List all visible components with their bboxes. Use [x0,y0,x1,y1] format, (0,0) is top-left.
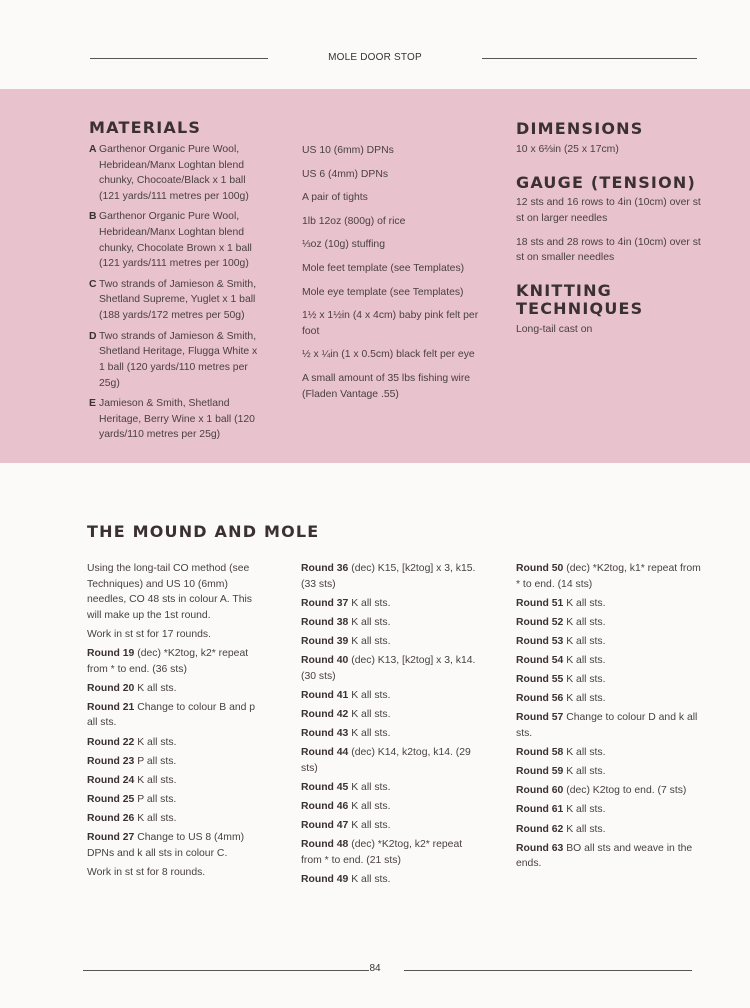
instruction-text: Work in st st for 17 rounds. [87,628,211,640]
yarn-item [89,396,264,443]
round-label: Round 25 [87,793,135,805]
instruction-text: K all sts. [563,823,606,835]
round-label: Round 60 [516,785,564,797]
round-label: Round 26 [87,813,135,825]
instruction-text: K all sts. [134,682,177,694]
page-footer [0,963,750,979]
instruction-text: (dec) *K2tog, k2* repeat from * to end. (21 sts) [301,839,463,866]
instruction-text: K all sts. [563,674,606,686]
page-header [0,52,750,66]
yarn-text: Garthenor Organic Pure Wool, Hebridean/Manx Loghtan blend chunky, Chocoate/Black x 1 ball (121 yards/111 metres per 100g) [99,144,249,202]
running-title: MOLE DOOR STOP [328,52,422,63]
instruction-text: K all sts. [134,813,177,825]
instruction [301,837,481,868]
pattern-column-1 [87,561,265,884]
round-label: Round 42 [301,708,349,720]
pattern-column-3 [516,561,701,875]
round-label: Round 56 [516,693,564,705]
instruction-text: K all sts. [348,689,391,701]
instruction-text: (dec) *K2tog, k1* repeat from * to end. (14 sts) [516,563,701,590]
instruction [87,681,265,697]
techniques-heading: KNITTING TECHNIQUES [516,280,644,318]
round-label: Round 44 [301,747,349,759]
material-item: US 10 (6mm) DPNs [302,145,394,156]
instruction-text: K all sts. [563,616,606,628]
round-label: Round 45 [301,781,349,793]
gauge-heading: GAUGE (TENSION) [516,172,696,192]
yarn-list [89,142,264,448]
dimensions-text: 10 x 6⅔in (25 x 17cm) [516,143,619,155]
round-label: Round 59 [516,766,564,778]
instruction [87,561,265,623]
instruction-text: K all sts. [563,635,606,647]
instruction [516,653,701,669]
material-item: US 6 (4mm) DPNs [302,168,389,180]
dimensions-heading: DIMENSIONS [516,119,644,138]
instruction [301,745,481,776]
instruction-text: Using the long-tail CO method (see Techniques) and US 10 (6mm) needles, CO 48 sts in colour A. This will make up the 1st round. [87,563,252,621]
instruction-text: K all sts. [348,800,391,812]
instruction [301,615,481,631]
round-label: Round 57 [516,712,564,724]
gauge-line: 18 sts and 28 rows to 4in (10cm) over st st on smaller needles [516,236,701,264]
material-item: 1½ x 1½in (4 x 4cm) baby pink felt per foot [302,310,479,337]
instruction-text: K all sts. [134,736,177,748]
material-item: 1lb 12oz (800g) of rice [302,215,406,227]
instruction [516,672,701,688]
yarn-letter: B [89,211,97,223]
instruction [516,691,701,707]
round-label: Round 27 [87,832,135,844]
yarn-text: Garthenor Organic Pure Wool, Hebridean/Manx Loghtan blend chunky, Chocolate Brown x 1 ball (121 yards/111 metres per 100g) [99,211,252,270]
header-rule-right [482,58,697,59]
instruction-text: (dec) K2tog to end. (7 sts) [563,785,687,797]
round-label: Round 51 [516,597,564,609]
yarn-item [89,142,264,204]
instruction-text: K all sts. [348,727,391,739]
instruction-text: (dec) K14, k2tog, k14. (29 sts) [301,747,471,774]
instruction [301,634,481,650]
yarn-letter: E [89,398,96,410]
yarn-item [89,329,264,391]
materials-heading: MATERIALS [89,118,202,137]
instruction [301,688,481,704]
yarn-item [89,209,264,271]
round-label: Round 37 [301,597,349,609]
instruction-text: (dec) K13, [k2tog] x 3, k14. (30 sts) [301,655,476,682]
round-label: Round 22 [87,736,135,748]
instruction-text: K all sts. [134,774,177,786]
round-label: Round 53 [516,635,564,647]
instruction [516,634,701,650]
round-label: Round 39 [301,635,349,647]
material-item: A pair of tights [302,192,368,204]
round-label: Round 41 [301,689,349,701]
round-label: Round 38 [301,616,349,628]
instruction [301,799,481,815]
instruction [301,726,481,742]
round-label: Round 40 [301,655,349,667]
instruction [87,700,265,731]
other-materials-list [302,143,482,410]
yarn-letter: A [89,144,97,155]
instruction-text: K all sts. [563,747,606,759]
yarn-text: Jamieson & Smith, Shetland Heritage, Berry Wine x 1 ball (120 yards/110 metres per 25g) [99,398,255,441]
pattern-column-2 [301,561,481,891]
material-item: A small amount of 35 lbs fishing wire (Fladen Vantage .55) [302,373,471,400]
round-label: Round 48 [301,839,349,851]
instruction [87,811,265,827]
round-label: Round 61 [516,804,564,816]
round-label: Round 23 [87,755,135,767]
footer-rule-right [404,970,692,971]
yarn-item [89,277,264,324]
pattern-heading: THE MOUND AND MOLE [87,522,320,541]
round-label: Round 54 [516,655,564,667]
material-item: ½ x ¼in (1 x 0.5cm) black felt per eye [302,349,475,361]
round-label: Round 63 [516,842,564,854]
instruction [516,841,701,872]
instruction-text: BO all sts and weave in the ends. [516,842,693,870]
instruction [301,872,481,888]
instruction [87,735,265,751]
instruction [516,764,701,780]
instruction-text: Change to colour D and k all sts. [516,712,698,739]
yarn-text: Two strands of Jamieson & Smith, Shetland Supreme, Yuglet x 1 ball (188 yards/172 metres per 50g) [99,278,257,322]
round-label: Round 24 [87,774,135,786]
round-label: Round 19 [87,648,135,660]
instruction [301,653,481,684]
material-item: Mole eye template (see Templates) [302,286,464,298]
instruction [301,707,481,723]
round-label: Round 43 [301,727,349,739]
instruction-text: K all sts. [348,635,391,647]
instruction [87,865,265,881]
yarn-letter: D [89,330,97,342]
instruction [301,596,481,612]
instruction [301,780,481,796]
instruction-text: Change to US 8 (4mm) DPNs and k all sts in colour C. [87,832,245,859]
instruction-text: Work in st st for 8 rounds. [87,866,206,878]
round-label: Round 50 [516,563,564,574]
round-label: Round 58 [516,747,564,759]
round-label: Round 55 [516,674,564,686]
instruction-text: K all sts. [348,873,391,885]
instruction-text: K all sts. [563,766,606,778]
instruction [87,646,265,677]
yarn-letter: C [89,278,97,290]
instruction [301,818,481,834]
techniques-text: Long-tail cast on [516,323,593,335]
instruction [87,792,265,808]
round-label: Round 20 [87,682,135,694]
round-label: Round 46 [301,800,349,812]
instruction [516,615,701,631]
specs-column [516,120,701,345]
yarn-text: Two strands of Jamieson & Smith, Shetland Heritage, Flugga White x 1 ball (120 yards/110 metres per 25g) [99,330,258,389]
instruction [516,783,701,799]
instruction-text: K all sts. [563,655,606,667]
instruction [87,830,265,861]
round-label: Round 36 [301,563,349,574]
instruction-text: K all sts. [348,597,391,609]
gauge-line: 12 sts and 16 rows to 4in (10cm) over st st on larger needles [516,197,701,225]
instruction-text: K all sts. [348,708,391,720]
material-item: ⅓oz (10g) stuffing [302,239,385,251]
instruction-text: K all sts. [348,781,391,793]
instruction [516,710,701,741]
instruction-text: P all sts. [134,793,177,805]
round-label: Round 52 [516,616,564,628]
instruction-text: K all sts. [563,693,606,705]
material-item: Mole feet template (see Templates) [302,263,465,275]
round-label: Round 62 [516,823,564,835]
instruction-text: (dec) K15, [k2tog] x 3, k15. (33 sts) [301,563,476,590]
instruction [516,596,701,612]
instruction-text: P all sts. [134,755,177,767]
instruction [301,561,481,592]
instruction [516,822,701,838]
instruction-text: K all sts. [563,597,606,609]
instruction [87,627,265,643]
instruction [516,802,701,818]
instruction-text: Change to colour B and p all sts. [87,701,256,729]
round-label: Round 49 [301,873,349,885]
round-label: Round 47 [301,820,349,832]
round-label: Round 21 [87,701,135,713]
instruction [87,754,265,770]
instruction-text: K all sts. [348,820,391,832]
instruction-text: K all sts. [348,616,391,628]
instruction-text: (dec) *K2tog, k2* repeat from * to end. (36 sts) [87,648,249,675]
instruction [516,745,701,761]
instruction [516,561,701,592]
page-number: 84 [369,963,381,974]
instruction-text: K all sts. [563,804,606,816]
instruction [87,773,265,789]
